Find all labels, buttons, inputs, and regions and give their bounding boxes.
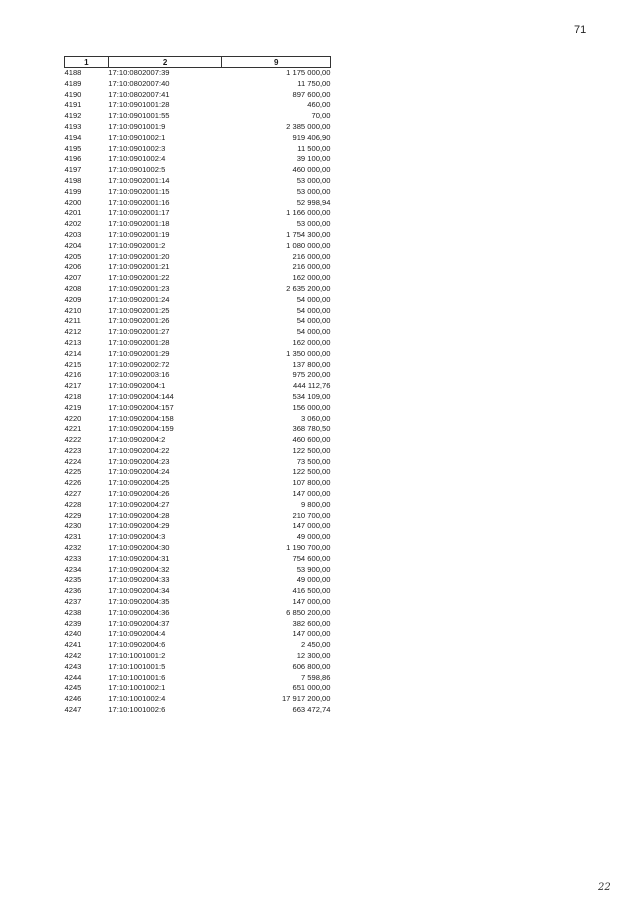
table-row [65, 241, 331, 252]
row-number-cell: 4206 [64, 262, 82, 272]
row-number-cell: 4238 [64, 607, 82, 617]
cadastral-number-cell: 17:10:0902004:157 [108, 402, 174, 412]
cadastral-value-cell: 382 600,00 [292, 618, 331, 628]
cadastral-value-cell: 52 998,94 [296, 197, 331, 207]
table-row [65, 360, 331, 371]
row-number-cell: 4223 [64, 445, 82, 455]
row-number-cell: 4235 [64, 575, 82, 585]
cadastral-value-cell: 53 000,00 [296, 175, 331, 185]
row-number-cell: 4212 [64, 327, 82, 337]
row-number-cell: 4229 [64, 510, 82, 520]
table-row [65, 392, 331, 403]
table-row [65, 133, 331, 144]
cadastral-number-cell: 17:10:0902001:29 [108, 348, 170, 358]
cadastral-value-cell: 1 166 000,00 [286, 208, 331, 218]
table-row [65, 478, 331, 489]
table-row [65, 640, 331, 651]
cadastral-number-cell: 17:10:0901001:55 [108, 111, 170, 121]
table-row [65, 467, 331, 478]
cadastral-number-cell: 17:10:0802007:40 [108, 78, 170, 88]
cadastral-number-cell: 17:10:0902001:25 [108, 305, 170, 315]
row-number-cell: 4209 [64, 294, 82, 304]
cadastral-value-cell: 54 000,00 [296, 316, 331, 326]
cadastral-value-cell: 70,00 [311, 111, 331, 121]
cadastral-number-cell: 17:10:0902001:27 [108, 327, 170, 337]
row-number-cell: 4208 [64, 283, 82, 293]
table-row [65, 262, 331, 273]
cadastral-value-cell: 107 800,00 [292, 478, 331, 488]
table-row [65, 662, 331, 673]
cadastral-value-cell: 606 800,00 [292, 661, 331, 671]
table-row [65, 575, 331, 586]
table-row [65, 208, 331, 219]
table-row [65, 338, 331, 349]
cadastral-number-cell: 17:10:0902004:4 [108, 629, 166, 639]
table-row [65, 327, 331, 338]
row-number-cell: 4201 [64, 208, 82, 218]
row-number-cell: 4219 [64, 402, 82, 412]
cadastral-value-cell: 1 190 700,00 [286, 543, 331, 553]
cadastral-value-cell: 9 800,00 [300, 499, 331, 509]
row-number-cell: 4192 [64, 111, 82, 121]
cadastral-value-cell: 122 500,00 [292, 445, 331, 455]
cadastral-value-cell: 53 000,00 [296, 186, 331, 196]
cadastral-number-cell: 17:10:0902001:17 [108, 208, 170, 218]
cadastral-value-cell: 162 000,00 [292, 337, 331, 347]
cadastral-value-cell: 147 000,00 [292, 521, 331, 531]
table-row [65, 273, 331, 284]
cadastral-number-cell: 17:10:0902004:36 [108, 607, 170, 617]
row-number-cell: 4240 [64, 629, 82, 639]
row-number-cell: 4242 [64, 651, 82, 661]
cadastral-number-cell: 17:10:0902004:24 [108, 467, 170, 477]
cadastral-value-cell: 1 080 000,00 [286, 240, 331, 250]
cadastral-number-cell: 17:10:0902001:20 [108, 251, 170, 261]
table-row [65, 295, 331, 306]
cadastral-value-cell: 663 472,74 [292, 705, 331, 715]
cadastral-number-cell: 17:10:0902004:26 [108, 489, 170, 499]
table-body [65, 68, 331, 716]
row-number-cell: 4211 [64, 316, 81, 326]
cadastral-value-cell: 17 917 200,00 [281, 694, 331, 704]
cadastral-value-cell: 216 000,00 [292, 251, 331, 261]
cadastral-value-cell: 137 800,00 [292, 359, 331, 369]
row-number-cell: 4228 [64, 499, 82, 509]
cadastral-number-cell: 17:10:0902004:1 [108, 381, 166, 391]
row-number-cell: 4241 [64, 640, 82, 650]
table-row [65, 381, 331, 392]
row-number-cell: 4207 [64, 273, 82, 283]
cadastral-number-cell: 17:10:0902001:24 [108, 294, 170, 304]
row-number-cell: 4200 [64, 197, 82, 207]
cadastral-value-cell: 54 000,00 [296, 327, 331, 337]
row-number-cell: 4244 [64, 672, 82, 682]
row-number-cell: 4202 [64, 219, 82, 229]
table-row [65, 165, 331, 176]
cadastral-value-cell: 147 000,00 [292, 489, 331, 499]
table-row [65, 629, 331, 640]
table-row [65, 414, 331, 425]
cadastral-value-cell: 216 000,00 [292, 262, 331, 272]
table-row [65, 349, 331, 360]
table-header-row [65, 57, 331, 68]
cadastral-number-cell: 17:10:0902001:18 [108, 219, 170, 229]
cadastral-number-cell: 17:10:0902004:22 [108, 445, 170, 455]
cadastral-number-cell: 17:10:0902004:25 [108, 478, 170, 488]
column-header-cadastral-number: 2 [108, 57, 222, 68]
cadastral-value-cell: 460 600,00 [292, 435, 331, 445]
cadastral-value-cell: 54 000,00 [296, 294, 331, 304]
cadastral-number-cell: 17:10:0902004:33 [108, 575, 170, 585]
cadastral-number-cell: 17:10:0902004:32 [108, 564, 170, 574]
row-number-cell: 4227 [64, 489, 82, 499]
cadastral-value-cell: 54 000,00 [296, 305, 331, 315]
row-number-cell: 4233 [64, 553, 82, 563]
cadastral-number-cell: 17:10:0901001:9 [108, 121, 166, 131]
cadastral-number-cell: 17:10:1001002:4 [108, 694, 166, 704]
table-row [65, 565, 331, 576]
cadastral-number-cell: 17:10:0902004:144 [108, 391, 174, 401]
table-row [65, 144, 331, 155]
cadastral-value-table [64, 56, 331, 716]
cadastral-number-cell: 17:10:0902001:16 [108, 197, 170, 207]
cadastral-value-cell: 444 112,76 [293, 381, 331, 391]
row-number-cell: 4195 [64, 143, 82, 153]
row-number-cell: 4218 [64, 391, 82, 401]
cadastral-value-cell: 49 000,00 [296, 532, 331, 542]
handwritten-page-mark: 22 [598, 882, 611, 893]
row-number-cell: 4234 [64, 564, 82, 574]
cadastral-number-cell: 17:10:0902004:159 [108, 424, 174, 434]
cadastral-number-cell: 17:10:0802007:39 [108, 68, 170, 77]
cadastral-value-cell: 147 000,00 [292, 597, 331, 607]
row-number-cell: 4216 [64, 370, 82, 380]
cadastral-value-cell: 7 598,86 [300, 672, 331, 682]
table-row [65, 284, 331, 295]
cadastral-value-cell: 460 000,00 [292, 165, 331, 175]
cadastral-number-cell: 17:10:0902002:72 [108, 359, 170, 369]
row-number-cell: 4220 [64, 413, 82, 423]
cadastral-number-cell: 17:10:0902001:19 [108, 229, 170, 239]
cadastral-value-cell: 754 600,00 [292, 553, 331, 563]
cadastral-number-cell: 17:10:0901002:4 [108, 154, 166, 164]
table-row [65, 521, 331, 532]
row-number-cell: 4198 [64, 175, 82, 185]
table-row [65, 608, 331, 619]
row-number-cell: 4247 [64, 705, 82, 715]
row-number-cell: 4203 [64, 229, 82, 239]
row-number-cell: 4222 [64, 435, 82, 445]
table-row [65, 554, 331, 565]
row-number-cell: 4193 [64, 121, 82, 131]
row-number-cell: 4191 [64, 100, 82, 110]
table-row [65, 489, 331, 500]
cadastral-value-cell: 162 000,00 [292, 273, 331, 283]
cadastral-value-cell: 11 750,00 [297, 78, 331, 88]
row-number-cell: 4230 [64, 521, 82, 531]
row-number-cell: 4199 [64, 186, 82, 196]
cadastral-value-cell: 2 450,00 [300, 640, 331, 650]
row-number-cell: 4196 [64, 154, 82, 164]
cadastral-value-cell: 651 000,00 [292, 683, 331, 693]
table-row [65, 511, 331, 522]
row-number-cell: 4197 [64, 165, 82, 175]
cadastral-number-cell: 17:10:1001001:6 [108, 672, 166, 682]
cadastral-number-cell: 17:10:0902001:21 [108, 262, 170, 272]
page-number: 71 [574, 24, 587, 36]
row-number-cell: 4236 [64, 586, 82, 596]
cadastral-number-cell: 17:10:0902001:14 [108, 175, 170, 185]
table-row [65, 532, 331, 543]
table-row [65, 122, 331, 133]
table-row [65, 586, 331, 597]
cadastral-value-cell: 49 000,00 [296, 575, 331, 585]
table-row [65, 79, 331, 90]
cadastral-number-cell: 17:10:0902004:30 [108, 543, 170, 553]
table-row [65, 187, 331, 198]
cadastral-number-cell: 17:10:0902004:31 [108, 553, 170, 563]
cadastral-number-cell: 17:10:0902004:2 [108, 435, 166, 445]
cadastral-number-cell: 17:10:0902004:28 [108, 510, 170, 520]
cadastral-number-cell: 17:10:0901001:28 [108, 100, 170, 110]
table-row [65, 68, 331, 79]
table-row [65, 198, 331, 209]
cadastral-value-cell: 1 350 000,00 [286, 348, 331, 358]
cadastral-value-cell: 12 300,00 [296, 651, 331, 661]
cadastral-number-cell: 17:10:0902004:34 [108, 586, 170, 596]
cadastral-value-cell: 1 754 300,00 [286, 229, 331, 239]
row-number-cell: 4246 [64, 694, 82, 704]
cadastral-value-cell: 53 000,00 [296, 219, 331, 229]
table-row [65, 457, 331, 468]
column-header-number: 1 [65, 57, 109, 68]
cadastral-number-cell: 17:10:0901002:3 [108, 143, 166, 153]
cadastral-number-cell: 17:10:0901002:1 [108, 132, 166, 142]
table-row [65, 619, 331, 630]
table-row [65, 694, 331, 705]
table-row [65, 100, 331, 111]
cadastral-number-cell: 17:10:1001001:2 [108, 651, 166, 661]
row-number-cell: 4232 [64, 543, 82, 553]
table-row [65, 543, 331, 554]
table-row [65, 651, 331, 662]
row-number-cell: 4245 [64, 683, 82, 693]
cadastral-number-cell: 17:10:0902001:26 [108, 316, 170, 326]
cadastral-number-cell: 17:10:0902004:29 [108, 521, 170, 531]
table-row [65, 446, 331, 457]
column-header-value: 9 [222, 57, 331, 68]
cadastral-value-cell: 39 100,00 [296, 154, 331, 164]
table-row [65, 597, 331, 608]
cadastral-value-cell: 210 700,00 [292, 510, 331, 520]
cadastral-number-cell: 17:10:0902001:28 [108, 337, 170, 347]
cadastral-number-cell: 17:10:0902004:158 [108, 413, 174, 423]
row-number-cell: 4217 [64, 381, 82, 391]
cadastral-number-cell: 17:10:0902004:35 [108, 597, 170, 607]
row-number-cell: 4237 [64, 597, 82, 607]
cadastral-value-cell: 919 406,90 [292, 132, 331, 142]
cadastral-value-cell: 147 000,00 [292, 629, 331, 639]
row-number-cell: 4213 [64, 337, 82, 347]
cadastral-number-cell: 17:10:0902001:22 [108, 273, 170, 283]
cadastral-number-cell: 17:10:0902004:27 [108, 499, 170, 509]
row-number-cell: 4204 [64, 240, 82, 250]
row-number-cell: 4189 [64, 78, 82, 88]
row-number-cell: 4226 [64, 478, 82, 488]
table-row [65, 500, 331, 511]
cadastral-number-cell: 17:10:0901002:5 [108, 165, 166, 175]
table-row [65, 176, 331, 187]
cadastral-value-cell: 897 600,00 [292, 89, 331, 99]
cadastral-value-cell: 73 500,00 [296, 456, 331, 466]
table-row [65, 306, 331, 317]
table-row [65, 673, 331, 684]
cadastral-value-cell: 2 635 200,00 [286, 283, 331, 293]
cadastral-number-cell: 17:10:0902004:6 [108, 640, 166, 650]
table-row [65, 154, 331, 165]
row-number-cell: 4194 [64, 132, 82, 142]
cadastral-number-cell: 17:10:1001001:5 [108, 661, 166, 671]
table-row [65, 424, 331, 435]
cadastral-number-cell: 17:10:0902003:16 [108, 370, 170, 380]
row-number-cell: 4214 [64, 348, 82, 358]
table-row [65, 683, 331, 694]
cadastral-value-cell: 368 780,50 [292, 424, 331, 434]
cadastral-value-cell: 156 000,00 [292, 402, 331, 412]
cadastral-value-cell: 2 385 000,00 [286, 121, 331, 131]
row-number-cell: 4224 [64, 456, 82, 466]
table-row [65, 435, 331, 446]
row-number-cell: 4243 [64, 661, 82, 671]
table-row [65, 705, 331, 716]
table-row [65, 219, 331, 230]
cadastral-number-cell: 17:10:0902001:2 [108, 240, 166, 250]
row-number-cell: 4221 [64, 424, 82, 434]
cadastral-number-cell: 17:10:0802007:41 [108, 89, 170, 99]
cadastral-number-cell: 17:10:0902004:3 [108, 532, 166, 542]
cadastral-number-cell: 17:10:0902001:15 [108, 186, 170, 196]
table-row [65, 111, 331, 122]
table-row [65, 316, 331, 327]
cadastral-value-cell: 460,00 [307, 100, 331, 110]
cadastral-number-cell: 17:10:0902001:23 [108, 283, 170, 293]
cadastral-value-cell: 534 109,00 [292, 391, 331, 401]
cadastral-value-cell: 6 850 200,00 [286, 607, 331, 617]
cadastral-value-cell: 1 175 000,00 [286, 68, 331, 77]
row-number-cell: 4190 [64, 89, 82, 99]
table-row [65, 370, 331, 381]
row-number-cell: 4205 [64, 251, 82, 261]
cadastral-number-cell: 17:10:1001002:6 [108, 705, 166, 715]
row-number-cell: 4231 [64, 532, 82, 542]
cadastral-value-cell: 11 500,00 [297, 143, 331, 153]
cadastral-value-cell: 122 500,00 [292, 467, 331, 477]
cadastral-value-cell: 53 900,00 [296, 564, 331, 574]
table-row [65, 403, 331, 414]
cadastral-number-cell: 17:10:0902004:37 [108, 618, 170, 628]
table-row [65, 252, 331, 263]
row-number-cell: 4188 [64, 68, 82, 77]
cadastral-number-cell: 17:10:0902004:23 [108, 456, 170, 466]
cadastral-value-cell: 3 060,00 [300, 413, 331, 423]
row-number-cell: 4239 [64, 618, 82, 628]
cadastral-number-cell: 17:10:1001002:1 [108, 683, 166, 693]
cadastral-value-cell: 416 500,00 [292, 586, 331, 596]
row-number-cell: 4225 [64, 467, 82, 477]
row-number-cell: 4215 [64, 359, 82, 369]
cadastral-value-cell: 975 200,00 [292, 370, 331, 380]
row-number-cell: 4210 [64, 305, 82, 315]
table-row [65, 90, 331, 101]
table-row [65, 230, 331, 241]
